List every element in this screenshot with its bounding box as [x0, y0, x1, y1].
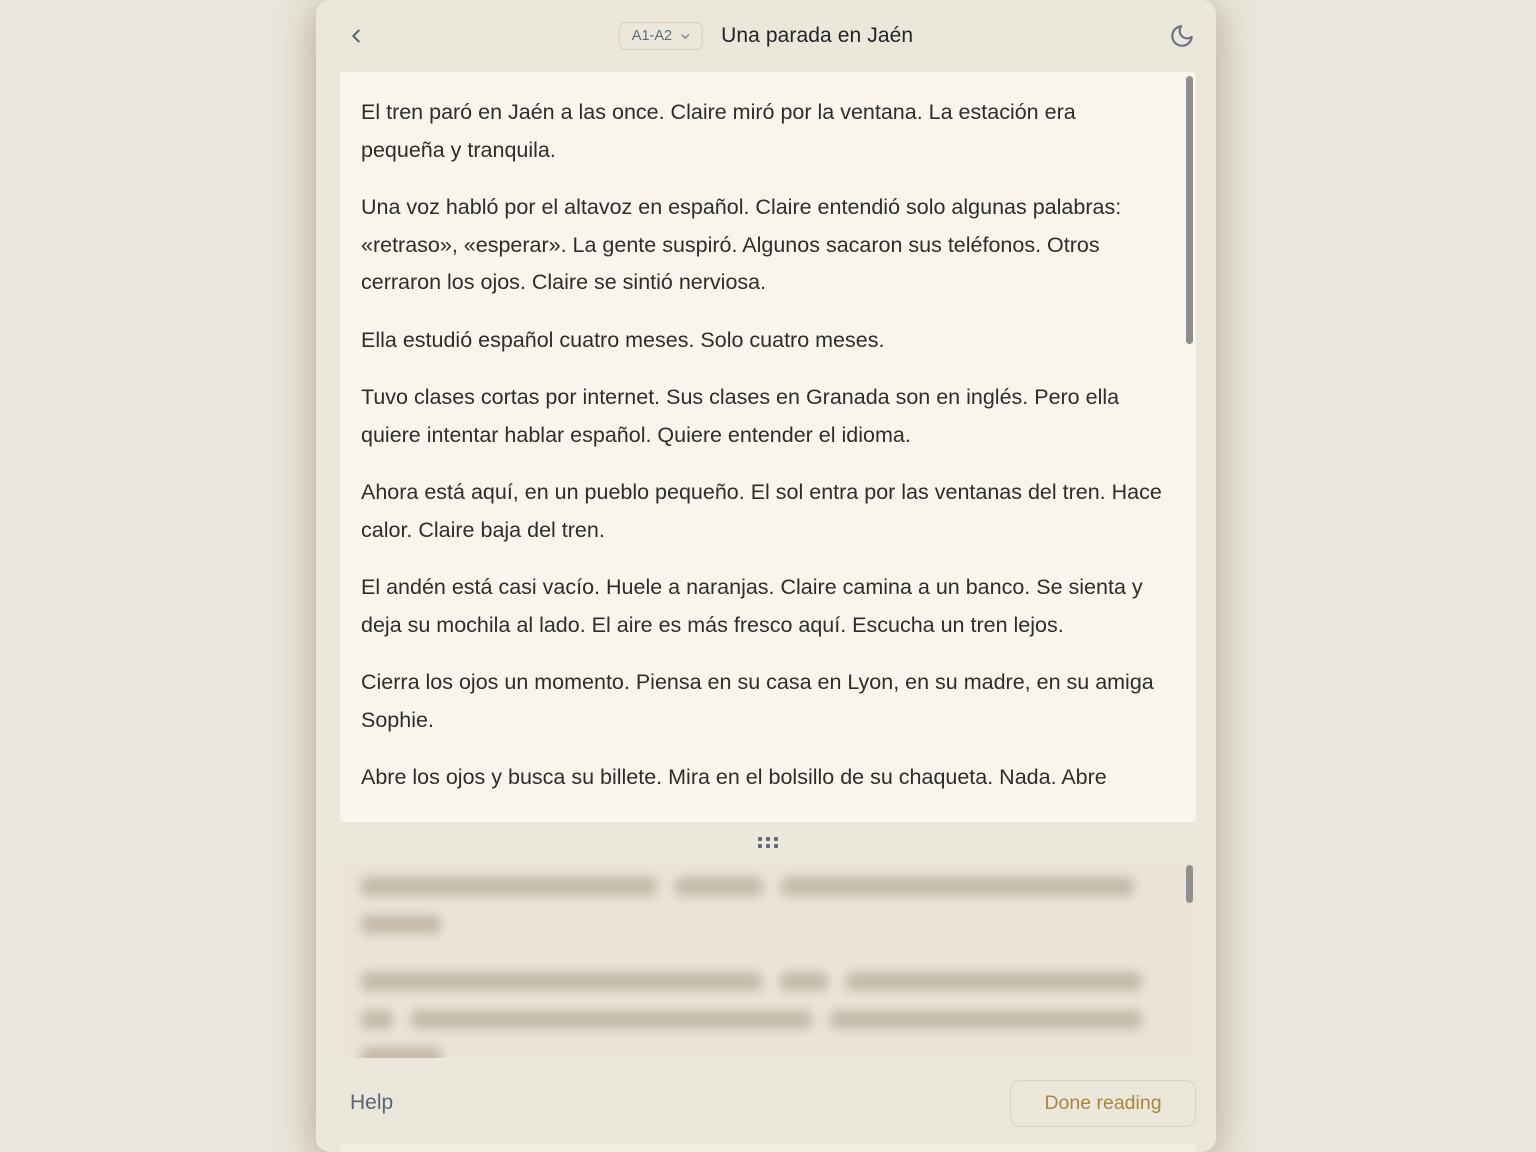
- blurred-line: [361, 1001, 1162, 1039]
- blurred-line: [361, 868, 1162, 906]
- next-card-edge: [340, 1144, 1196, 1152]
- reader-window: [316, 0, 1216, 1152]
- reading-paragraph: Tuvo clases cortas por internet. Sus clases en Granada son en inglés. Pero ella quiere intentar hablar español. Quiere entender el idioma.: [361, 385, 1120, 447]
- blurred-line: [361, 906, 1162, 944]
- level-selector[interactable]: [619, 22, 703, 50]
- header: [316, 0, 1216, 72]
- reading-paragraph: El tren paró en Jaén a las once. Claire miró por la ventana. La estación era pequeña y tranquila.: [361, 100, 1076, 162]
- reading-paragraph: El andén está casi vacío. Huele a naranjas. Claire camina a un banco. Se sienta y deja su mochila al lado. El aire es más fresco aquí. Escucha un tren lejos.: [361, 575, 1143, 637]
- page-title: Una parada en Jaén: [721, 24, 914, 47]
- moon-icon: [1169, 23, 1195, 49]
- drag-handle-icon[interactable]: [758, 837, 778, 848]
- blurred-text: [361, 868, 1162, 1058]
- scrollbar-thumb[interactable]: [1186, 76, 1193, 344]
- blurred-translation-panel: [340, 862, 1196, 1058]
- help-link[interactable]: Help: [350, 1091, 394, 1114]
- chevron-down-icon: [679, 30, 692, 43]
- dark-mode-toggle[interactable]: [1164, 18, 1200, 54]
- chevron-left-icon: [345, 25, 367, 47]
- reading-paragraph: Abre los ojos y busca su billete. Mira en el bolsillo de su chaqueta. Nada. Abre: [361, 765, 1107, 789]
- header-center: [619, 0, 913, 72]
- back-button[interactable]: [338, 18, 374, 54]
- reading-paragraph: Una voz habló por el altavoz en español. Claire entendió solo algunas palabras: «retraso», «esperar». La gente suspiró. Algunos sacaron sus teléfonos. Otros cerraron los ojos. Claire se sintió nerviosa.: [361, 195, 1122, 294]
- blurred-line: [361, 1038, 1162, 1058]
- reading-panel: [340, 72, 1196, 822]
- split-divider: [340, 822, 1196, 862]
- blurred-line: [361, 963, 1162, 1001]
- reading-paragraph: Ella estudió español cuatro meses. Solo cuatro meses.: [361, 327, 885, 352]
- done-reading-button[interactable]: Done reading: [1010, 1080, 1196, 1127]
- level-label: A1-A2: [631, 28, 673, 44]
- scrollbar-thumb[interactable]: [1186, 865, 1193, 903]
- reading-text: [361, 94, 1162, 797]
- reading-paragraph: Ahora está aquí, en un pueblo pequeño. El sol entra por las ventanas del tren. Hace calor. Claire baja del tren.: [361, 480, 1162, 542]
- footer: [316, 1062, 1216, 1144]
- reading-paragraph: Cierra los ojos un momento. Piensa en su casa en Lyon, en su madre, en su amiga Sophie.: [361, 670, 1154, 732]
